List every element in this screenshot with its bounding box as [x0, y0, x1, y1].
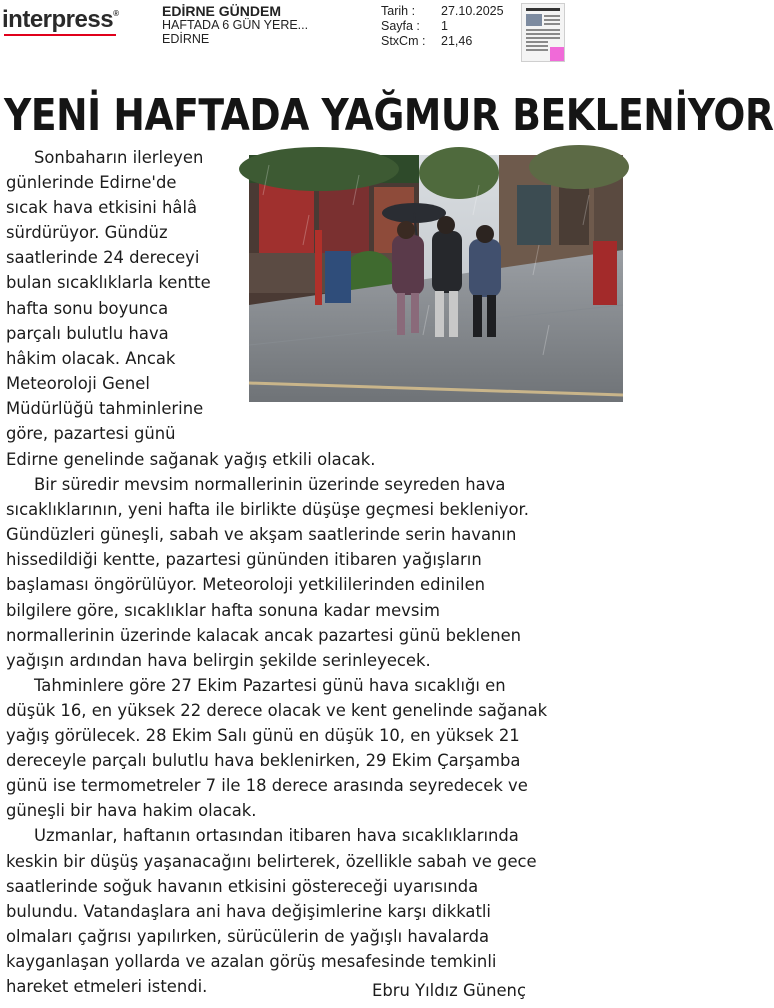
text-line: Bir süredir mevsim normallerinin üzerinde seyreden hava — [34, 475, 506, 495]
clipping-meta — [381, 4, 504, 49]
date-value: 27.10.2025 — [441, 4, 504, 18]
text-line: Müdürlüğü tahminlerine — [6, 398, 204, 418]
rainy-street-photo — [249, 155, 623, 402]
text-line: güneşli bir hava hakim olacak. — [6, 801, 257, 821]
text-line: keskin bir düşüş yaşanacağını belirterek, özellikle sabah ve gece — [6, 851, 537, 871]
text-line: Meteoroloji Genel — [6, 373, 150, 393]
text-line: hissedildiği kentte, pazartesi gününden itibaren yağışların — [6, 550, 482, 570]
text-line: hâkim olacak. Ancak — [6, 348, 176, 368]
page-label: Sayfa : — [381, 19, 420, 33]
text-line: bulan sıcaklıklarla kentte — [6, 273, 211, 293]
text-line: saatlerinde 24 dereceyi — [6, 248, 200, 268]
stxcm-row — [381, 34, 504, 49]
text-line: parçalı bulutlu hava — [6, 323, 169, 343]
text-line: Gündüzleri güneşli, sabah ve akşam saatlerinde serin havanın — [6, 525, 517, 545]
article-ref: HAFTADA 6 GÜN YERE... — [162, 18, 309, 32]
publication-name: EDİRNE GÜNDEM — [162, 3, 282, 19]
author-name: Ebru Yıldız Günenç — [372, 981, 526, 1000]
article-body-text — [6, 447, 626, 999]
date-label: Tarih : — [381, 4, 416, 18]
page-value: 1 — [441, 19, 448, 33]
text-line: Sonbaharın ilerleyen — [34, 148, 204, 167]
text-line: sürdürüyor. Gündüz — [6, 223, 168, 243]
article-column-text — [6, 145, 242, 446]
text-line: günü ise termometreler 7 ile 18 derece arasında seyredecek ve — [6, 776, 528, 796]
text-line: başlaması öngörülüyor. Meteoroloji yetkililerinden edinilen — [6, 575, 486, 595]
logo-underline — [4, 34, 116, 36]
text-line: hafta sonu boyunca — [6, 298, 169, 318]
text-line: Edirne genelinde sağanak yağış etkili olacak. — [6, 450, 376, 469]
text-line: yağış görülecek. 28 Ekim Salı günü en düşük 10, en yüksek 21 — [6, 726, 520, 746]
logo-text: interpress — [2, 6, 114, 33]
stxcm-label: StxCm : — [381, 34, 426, 48]
publication-info — [162, 4, 308, 46]
text-line: bulundu. Vatandaşlara ani hava değişimlerine karşı dikkatli — [6, 901, 491, 921]
registered-mark: ® — [113, 9, 119, 18]
text-line: normallerinin üzerinde kalacak ancak pazartesi günü beklenen — [6, 625, 522, 645]
text-line: sıcaklıklarının, yeni hafta ile birlikte düşüşe geçmesi bekleniyor. — [6, 500, 529, 520]
text-line: olmaları çağrısı yapılırken, sürücülerin de yağışlı havalarda — [6, 926, 490, 946]
text-line: düşük 16, en yüksek 22 derece olacak ve kent genelinde sağanak — [6, 700, 548, 720]
text-line: kayganlaşan yollarda ve azalan görüş mesafesinde temkinli — [6, 951, 497, 971]
page-thumbnail[interactable] — [521, 3, 565, 62]
text-line: göre, pazartesi günü — [6, 424, 176, 444]
interpress-logo — [2, 6, 118, 34]
stxcm-value: 21,46 — [441, 34, 473, 48]
text-line: hareket etmeleri istendi. — [6, 976, 208, 996]
text-line: sıcak hava etkisini hâlâ — [6, 198, 198, 218]
article-photo — [249, 155, 623, 402]
text-line: yağışın ardından hava belirgin şekilde serinleyecek. — [6, 650, 431, 670]
text-line: saatlerinde soğuk havanın etkisini göstereceği uyarısında — [6, 876, 479, 896]
text-line: Tahminlere göre 27 Ekim Pazartesi günü hava sıcaklığı en — [34, 675, 506, 695]
headline: YENİ HAFTADA YAĞMUR BEKLENİYOR — [4, 90, 774, 141]
page-row — [381, 19, 504, 34]
publication-city: EDİRNE — [162, 32, 210, 46]
highlight-marker — [550, 47, 564, 61]
text-line: günlerinde Edirne'de — [6, 173, 177, 193]
date-row — [381, 4, 504, 19]
text-line: Uzmanlar, haftanın ortasından itibaren hava sıcaklıklarında — [34, 826, 519, 846]
text-line: bilgilere göre, sıcaklıklar hafta sonuna kadar mevsim — [6, 600, 440, 620]
text-line: dereceyle parçalı bulutlu hava beklenirken, 29 Ekim Çarşamba — [6, 751, 521, 771]
